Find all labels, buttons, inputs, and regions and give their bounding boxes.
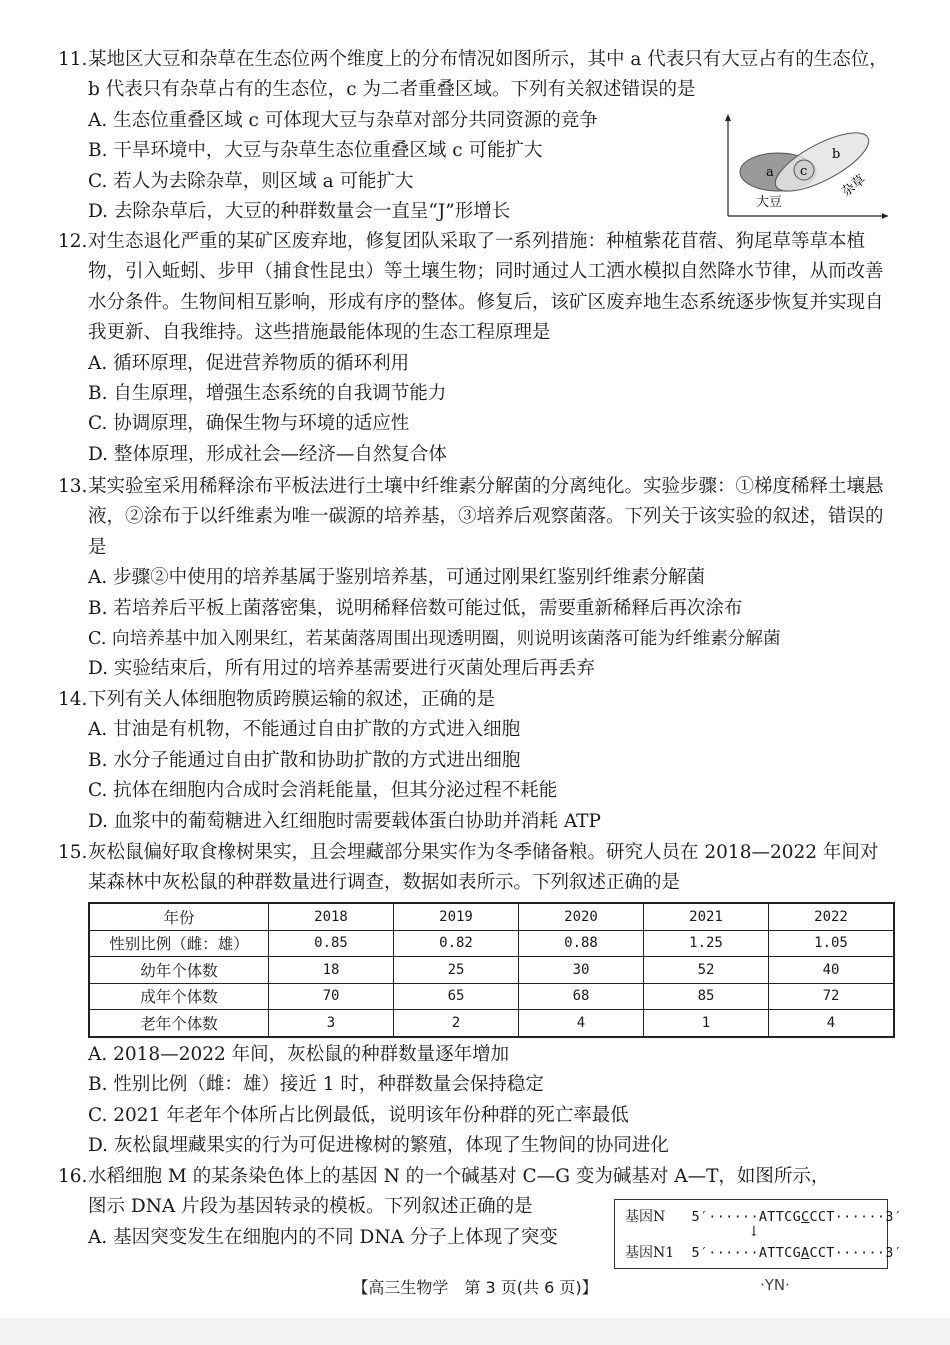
option-c: C. 抗体在细胞内合成时会消耗能量，但其分泌过程不耗能 [88, 780, 558, 802]
table-cell: 0.88 [519, 930, 644, 957]
table-cell: 25 [394, 957, 519, 984]
gene-n1-row [625, 1242, 902, 1262]
table-cell: 68 [519, 983, 644, 1010]
table-row [89, 957, 894, 984]
table-cell: 4 [769, 1010, 895, 1037]
gene-n-label: 基因N [625, 1209, 666, 1225]
question-14 [58, 685, 893, 837]
table-header-cell: 2020 [519, 903, 644, 930]
niche-overlap-figure [722, 112, 892, 224]
option-a: A. 2018—2022 年间，灰松鼠的种群数量逐年增加 [88, 1044, 510, 1065]
option-a: A. 步骤②中使用的培养基属于鉴别培养基，可通过刚果红鉴别纤维素分解菌 [88, 567, 706, 589]
label-a: a [766, 165, 774, 180]
table-cell: 65 [394, 983, 519, 1010]
question-stem-continued: 图示 DNA 片段为基因转录的模板。下列叙述正确的是 [88, 1196, 533, 1218]
table-cell: 40 [769, 957, 895, 984]
option-c: C. 若人为去除杂草，则区域 a 可能扩大 [88, 170, 414, 192]
page-footer: 【高三生物学 第 3 页(共 6 页)】 [352, 1278, 598, 1297]
table-cell: 85 [644, 983, 769, 1010]
question-stem: 11.某地区大豆和杂草在生态位两个维度上的分布情况如图所示，其中 a 代表只有大豆占有的生态位，b 代表只有杂草占有的生态位，c 为二者重叠区域。下列有关叙述错误的是 [58, 49, 888, 101]
table-cell: 老年个体数 [89, 1010, 269, 1037]
table-header-cell: 2022 [769, 903, 895, 930]
label-c: c [800, 164, 808, 179]
table-header-cell: 年份 [89, 903, 269, 930]
gene-n1-sequence: 5′······ATTCGACCT······3′ [691, 1245, 903, 1261]
option-c: C. 向培养基中加入刚果红，若某菌落周围出现透明圈，则说明该菌落可能为纤维素分解菌 [88, 629, 781, 650]
question-stem: 13.某实验室采用稀释涂布平板法进行土壤中纤维素分解菌的分离纯化。实验步骤：①梯度稀释土壤悬液，②涂布于以纤维素为唯一碳源的培养基，③培养后观察菌落。下列关于该实验的叙述，错误的是 [58, 476, 884, 558]
table-header-cell: 2018 [269, 903, 394, 930]
label-soybean: 大豆 [756, 195, 783, 210]
option-a: A. 甘油是有机物，不能通过自由扩散的方式进入细胞 [88, 719, 521, 741]
footer-code: ·YN· [760, 1276, 790, 1294]
question-stem: 16.水稻细胞 M 的某条染色体上的基因 N 的一个碱基对 C—G 变为碱基对 A—T，如图所示， [58, 1166, 830, 1187]
table-header-row [89, 903, 894, 930]
table-cell: 2 [394, 1010, 519, 1037]
table-cell: 3 [269, 1010, 394, 1037]
table-cell: 70 [269, 983, 394, 1010]
table-cell: 0.82 [394, 930, 519, 957]
option-d: D. 灰松鼠埋藏果实的行为可促进橡树的繁殖，体现了生物间的协同进化 [88, 1135, 669, 1157]
question-12 [58, 227, 893, 470]
question-15 [58, 838, 893, 899]
option-c: C. 协调原理，确保生物与环境的适应性 [88, 413, 410, 435]
table-cell: 0.85 [269, 930, 394, 957]
table-row [89, 1010, 894, 1037]
table-cell: 性别比例（雌：雄） [89, 930, 269, 957]
option-d: D. 去除杂草后，大豆的种群数量会一直呈“J”形增长 [88, 201, 511, 223]
table-cell: 1.05 [769, 930, 895, 957]
table-header-cell: 2019 [394, 903, 519, 930]
gene-n1-label: 基因N1 [625, 1245, 675, 1261]
option-d: D. 血浆中的葡萄糖进入红细胞时需要载体蛋白协助并消耗 ATP [88, 810, 601, 832]
y-axis-arrow-icon [725, 114, 731, 121]
gene-n-sequence: 5′······ATTCGCCCT······3′ [691, 1209, 903, 1225]
gene-n-row [625, 1206, 902, 1226]
table-row [89, 983, 894, 1010]
option-d: D. 整体原理，形成社会—经济—自然复合体 [88, 443, 447, 465]
table-cell: 1 [644, 1010, 769, 1037]
option-b: B. 自生原理，增强生态系统的自我调节能力 [88, 383, 447, 405]
question-15-options [58, 1040, 893, 1162]
table-cell: 1.25 [644, 930, 769, 957]
option-b: B. 若培养后平板上菌落密集，说明稀释倍数可能过低，需要重新稀释后再次涂布 [88, 597, 743, 619]
option-c: C. 2021 年老年个体所占比例最低，说明该年份种群的死亡率最低 [88, 1104, 629, 1126]
table-cell: 4 [519, 1010, 644, 1037]
table-cell: 成年个体数 [89, 983, 269, 1010]
table-cell: 幼年个体数 [89, 957, 269, 984]
x-axis-arrow-icon [882, 213, 888, 219]
question-stem: 14.下列有关人体细胞物质跨膜运输的叙述，正确的是 [58, 689, 496, 710]
option-a: A. 循环原理，促进营养物质的循环利用 [88, 352, 410, 374]
option-b: B. 性别比例（雌：雄）接近 1 时，种群数量会保持稳定 [88, 1074, 544, 1096]
label-b: b [832, 147, 841, 162]
option-d: D. 实验结束后，所有用过的培养基需要进行灭菌处理后再丢弃 [88, 658, 595, 680]
question-13 [58, 472, 893, 685]
label-weed: 杂草 [839, 172, 869, 201]
table-cell: 18 [269, 957, 394, 984]
table-cell: 30 [519, 957, 644, 984]
question-stem: 15.灰松鼠偏好取食橡树果实，且会埋藏部分果实作为冬季储备粮。研究人员在 2018—2022 年间对某森林中灰松鼠的种群数量进行调查，数据如表所示。下列叙述正确的是 [58, 842, 879, 894]
option-b: B. 水分子能通过自由扩散和协助扩散的方式进出细胞 [88, 749, 521, 771]
bottom-strip [0, 1318, 950, 1345]
question-stem: 12.对生态退化严重的某矿区废弃地，修复团队采取了一系列措施：种植紫花苜蓿、狗尾草等草本植物，引入蚯蚓、步甲（捕食性昆虫）等土壤生物；同时通过人工洒水模拟自然降水节律，从而改善水分条件。生物间相互影响，形成有序的整体。修复后，该矿区废弃地生态系统逐步恢复并实现自我更新、自我维持。这些措施最能体现的生态工程原理是 [58, 231, 884, 344]
option-a: A. 生态位重叠区域 c 可体现大豆与杂草对部分共同资源的竞争 [88, 109, 598, 131]
option-a: A. 基因突变发生在细胞内的不同 DNA 分子上体现了突变 [88, 1226, 558, 1248]
gene-mutation-box [614, 1199, 903, 1269]
table-row [89, 930, 894, 957]
table-cell: 52 [644, 957, 769, 984]
table-header-cell: 2021 [644, 903, 769, 930]
option-b: B. 干旱环境中，大豆与杂草生态位重叠区域 c 可能扩大 [88, 140, 543, 162]
table-cell: 72 [769, 983, 895, 1010]
squirrel-population-table [88, 902, 895, 1038]
down-arrow-icon: ↓ [748, 1224, 760, 1240]
